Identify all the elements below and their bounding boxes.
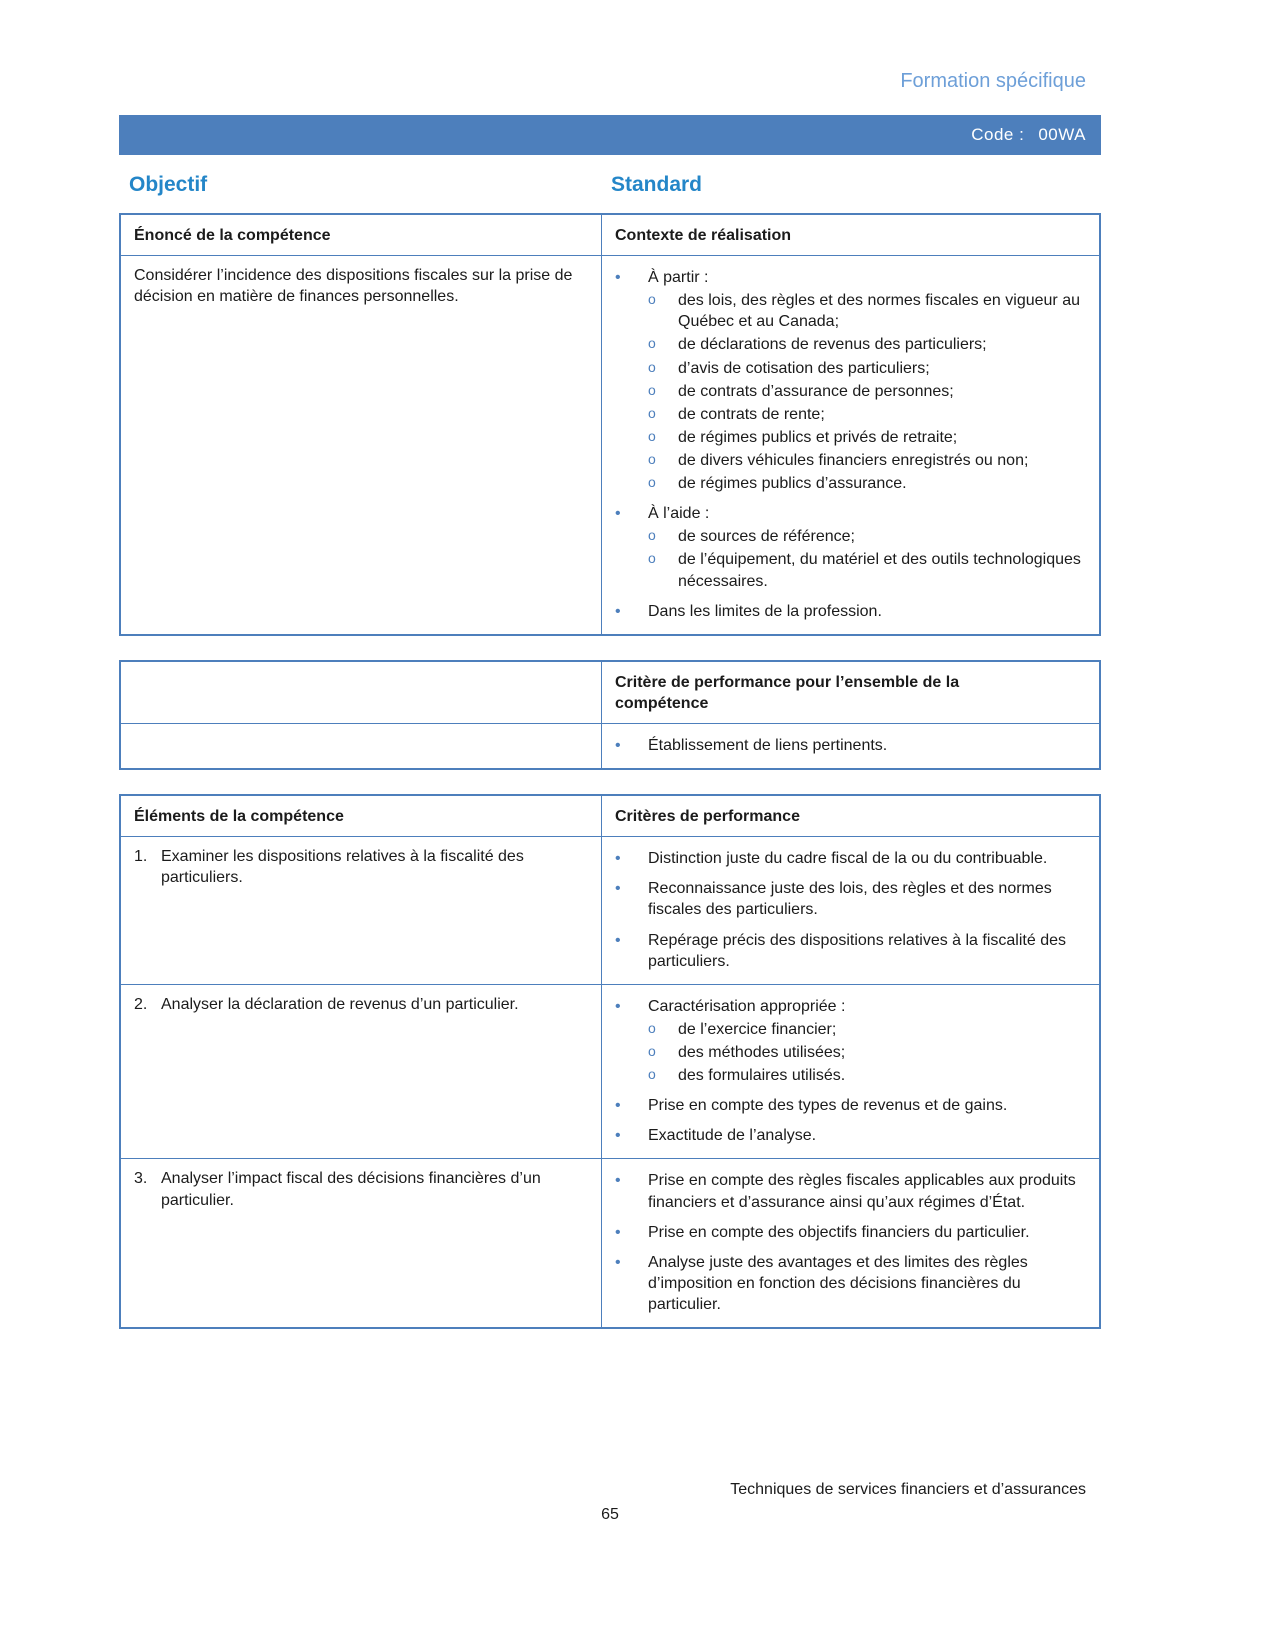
- sub-bullet-icon: o: [648, 404, 656, 421]
- list-item: [615, 601, 1086, 622]
- element-item: [134, 1168, 588, 1210]
- list-item: [648, 381, 1086, 402]
- list-item-text: d’avis de cotisation des particuliers;: [678, 359, 930, 377]
- critere-header-text: Critère de performance pour l’ensemble de la compétence: [615, 673, 960, 712]
- code-bar: [119, 115, 1101, 155]
- elements-table: [119, 794, 1101, 1329]
- sub-bullet-icon: o: [648, 527, 656, 544]
- list-item: [648, 334, 1086, 355]
- contexte-header-cell: [602, 215, 1099, 256]
- critere-list-cell: [602, 724, 1099, 768]
- sub-bullet-icon: o: [648, 474, 656, 491]
- list-item-text: Reconnaissance juste des lois, des règles et des normes fiscales des particuliers.: [648, 880, 1052, 919]
- element-text: Examiner les dispositions relatives à la fiscalité des particuliers.: [161, 848, 524, 887]
- list-item: [615, 267, 1086, 288]
- list-item: [615, 735, 1086, 756]
- bullet-icon: •: [615, 1172, 621, 1190]
- list-item-text: de contrats d’assurance de personnes;: [678, 382, 954, 400]
- bullet-icon: •: [615, 736, 621, 754]
- element-cell: [121, 1159, 602, 1327]
- list-item: [615, 1170, 1086, 1212]
- element-text: Analyser l’impact fiscal des décisions financières d’un particulier.: [161, 1170, 541, 1209]
- criteria-cell: [602, 985, 1099, 1160]
- bullet-icon: •: [615, 931, 621, 949]
- page-number: 65: [601, 1506, 619, 1523]
- enonce-header-cell: [121, 215, 602, 256]
- page-content: [119, 0, 1101, 1353]
- list-item: [615, 1095, 1086, 1116]
- list-item: [648, 427, 1086, 448]
- bullet-icon: •: [615, 1223, 621, 1241]
- contexte-header-text: Contexte de réalisation: [615, 227, 792, 244]
- list-item-text: de l’exercice financier;: [678, 1020, 837, 1038]
- list-item-text: de l’équipement, du matériel et des outils technologiques nécessaires.: [678, 551, 1081, 590]
- list-item-text: Prise en compte des règles fiscales applicables aux produits financiers et d’assurance ainsi qu’aux régimes d’État.: [648, 1172, 1076, 1211]
- element-cell: [121, 985, 602, 1160]
- bullet-icon: •: [615, 1253, 621, 1271]
- list-item-text: de régimes publics et privés de retraite;: [678, 428, 958, 446]
- list-item-text: Repérage précis des dispositions relatives à la fiscalité des particuliers.: [648, 931, 1066, 970]
- bullet-icon: •: [615, 505, 621, 523]
- footer-program-title: Techniques de services financiers et d’assurances: [730, 1481, 1086, 1498]
- list-item: [615, 996, 1086, 1017]
- list-item: [648, 1065, 1086, 1086]
- competence-statement: Considérer l’incidence des dispositions fiscales sur la prise de décision en matière de finances personnelles.: [134, 267, 573, 306]
- list-item-text: de sources de référence;: [678, 528, 855, 546]
- sub-bullet-icon: o: [648, 450, 656, 467]
- bullet-icon: •: [615, 880, 621, 898]
- list-item-text: Prise en compte des types de revenus et de gains.: [648, 1097, 1008, 1115]
- list-item-text: Exactitude de l’analyse.: [648, 1127, 817, 1145]
- bullet-icon: •: [615, 1097, 621, 1115]
- list-item-text: des formulaires utilisés.: [678, 1067, 846, 1085]
- section-label: Formation spécifique: [900, 70, 1086, 92]
- list-item: [648, 549, 1086, 591]
- sub-bullet-icon: o: [648, 291, 656, 308]
- element-item: [134, 846, 588, 888]
- list-item: [615, 503, 1086, 524]
- sub-bullet-icon: o: [648, 381, 656, 398]
- list-item: [648, 473, 1086, 494]
- sub-bullet-icon: o: [648, 1066, 656, 1083]
- list-item: [615, 1222, 1086, 1243]
- list-item: [648, 358, 1086, 379]
- list-item: [648, 1019, 1086, 1040]
- list-item: [615, 848, 1086, 869]
- element-text: Analyser la déclaration de revenus d’un particulier.: [161, 995, 519, 1013]
- list-item-text: de divers véhicules financiers enregistrés ou non;: [678, 451, 1029, 469]
- sub-bullet-icon: o: [648, 550, 656, 567]
- bullet-icon: •: [615, 269, 621, 287]
- list-item-text: Analyse juste des avantages et des limites des règles d’imposition en fonction des décisions financières du particulier.: [648, 1253, 1028, 1313]
- elements-header-text: Éléments de la compétence: [134, 808, 344, 826]
- code-label: Code :: [971, 125, 1025, 144]
- sub-bullet-icon: o: [648, 335, 656, 352]
- empty-header-cell: [121, 662, 602, 724]
- list-item-text: de régimes publics d’assurance.: [678, 475, 907, 493]
- sub-bullet-icon: o: [648, 1019, 656, 1036]
- sub-bullet-icon: o: [648, 358, 656, 375]
- element-number: 2.: [134, 995, 148, 1013]
- list-item: [648, 526, 1086, 547]
- list-item-text: des lois, des règles et des normes fiscales en vigueur au Québec et au Canada;: [678, 292, 1080, 331]
- list-item: [648, 404, 1086, 425]
- element-number: 3.: [134, 1170, 148, 1188]
- element-number: 1.: [134, 848, 148, 866]
- list-item: [648, 290, 1086, 332]
- list-item-text: Distinction juste du cadre fiscal de la ou du contribuable.: [648, 850, 1048, 868]
- list-item: [615, 1125, 1086, 1146]
- list-item-text: Prise en compte des objectifs financiers du particulier.: [648, 1223, 1030, 1241]
- element-cell: [121, 837, 602, 985]
- element-item: [134, 994, 588, 1015]
- contexte-list-cell: [602, 256, 1099, 634]
- enonce-header-text: Énoncé de la compétence: [134, 227, 331, 244]
- competence-statement-cell: [121, 256, 602, 634]
- bullet-icon: •: [615, 850, 621, 868]
- list-item-text: des méthodes utilisées;: [678, 1043, 846, 1061]
- list-item-text: Dans les limites de la profession.: [648, 602, 882, 620]
- sub-bullet-icon: o: [648, 1042, 656, 1059]
- objectif-heading: Objectif: [129, 173, 208, 196]
- list-item: [615, 878, 1086, 920]
- elements-header-cell: [121, 796, 602, 837]
- list-item-text: Établissement de liens pertinents.: [648, 736, 888, 754]
- list-item-text: Caractérisation appropriée :: [648, 997, 846, 1015]
- criteria-cell: [602, 1159, 1099, 1327]
- sub-bullet-icon: o: [648, 427, 656, 444]
- bullet-icon: •: [615, 602, 621, 620]
- list-item: [615, 930, 1086, 972]
- bullet-icon: •: [615, 997, 621, 1015]
- list-item: [648, 450, 1086, 471]
- column-headings: [119, 173, 1101, 197]
- list-item-text: de déclarations de revenus des particuliers;: [678, 336, 987, 354]
- code-value: 00WA: [1038, 125, 1086, 144]
- list-item: [648, 1042, 1086, 1063]
- bullet-icon: •: [615, 1127, 621, 1145]
- critere-header-cell: [602, 662, 1099, 724]
- list-item-text: À l’aide :: [648, 505, 710, 523]
- criteria-cell: [602, 837, 1099, 985]
- list-item: [615, 1252, 1086, 1315]
- enonce-table: [119, 213, 1101, 636]
- critere-ensemble-table: [119, 660, 1101, 770]
- standard-heading: Standard: [611, 173, 703, 196]
- criteres-header-text: Critères de performance: [615, 808, 800, 826]
- empty-body-cell: [121, 724, 602, 768]
- list-item-text: À partir :: [648, 269, 709, 287]
- criteres-header-cell: [602, 796, 1099, 837]
- list-item-text: de contrats de rente;: [678, 405, 825, 423]
